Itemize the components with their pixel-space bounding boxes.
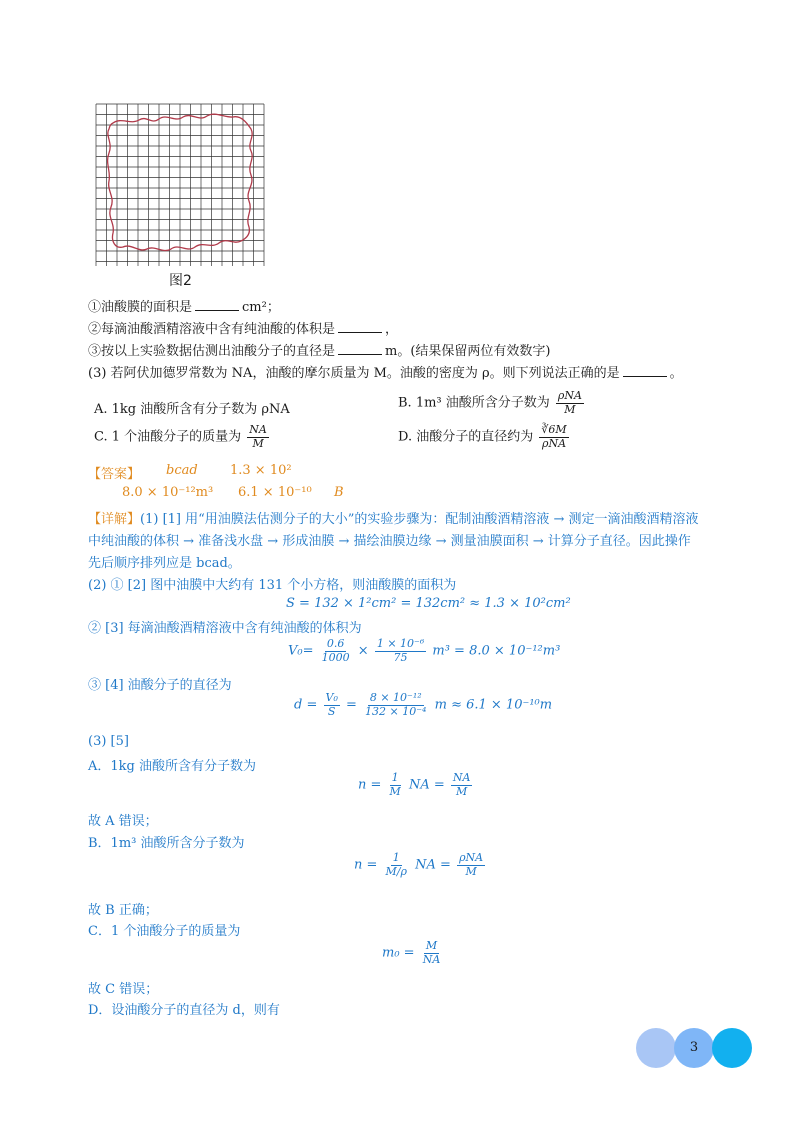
option-c: C. 1 个油酸分子的质量为 $\frac{NA}{M}$ (94, 423, 267, 450)
question-3-stem: (3) 若阿伏加德罗常数为 NA，油酸的摩尔质量为 M。油酸的密度为 ρ。则下列说法正确的是 。 (88, 366, 683, 381)
detail-p1-line3: 先后顺序排列应是 bcad。 (88, 556, 241, 571)
frac-1-M: $\frac{1}{M}$ (389, 771, 401, 798)
detail-p4-line: ③ [4] 油酸分子的直径为 (88, 678, 232, 693)
question-2-3: ③按以上实验数据估测出油酸分子的直径是 m。(结果保留两位有效数字) (88, 344, 551, 359)
frac-rhoNA-M: $\frac{\text{ρNA}}{M}$ (459, 851, 484, 878)
frac-8e-12-132e-4: $\frac{\text{8 × 10⁻¹²}}{\text{132 × 10⁻⁴}}$ (365, 691, 427, 718)
figure-caption: 图2 (169, 273, 192, 289)
detail-p2-line: (2) ① [2] 图中油膜中大约有 131 个小方格，则油酸膜的面积为 (88, 578, 457, 593)
frac-1e-6-75: $\frac{\text{1 × 10⁻⁶}}{75}$ (376, 637, 425, 664)
detail-p1-line1: 【详解】(1) [1] 用“用油膜法估测分子的大小”的实验步骤为：配制油酸酒精溶液 → 测定一滴油酸酒精溶液 (88, 512, 699, 527)
answer-5: B (334, 485, 344, 500)
page-number: 3 (689, 1040, 699, 1055)
option-b: B. 1m³ 油酸所含分子数为 $\frac{\text{ρNA}}{M}$ (398, 389, 582, 416)
answer-label: 【答案】 (88, 467, 141, 482)
frac-NA-M: $\frac{NA}{M}$ (452, 771, 471, 798)
answer-blank (338, 322, 382, 333)
option-a: A. 1kg 油酸所含有分子数为 ρNA (94, 402, 290, 417)
badge-left-dot (636, 1028, 676, 1068)
detail-p2-equation: S = 132 × 1²cm² = 132cm² ≈ 1.3 × 10²cm² (286, 596, 571, 611)
detail-pD-line: D．设油酸分子的直径为 d，则有 (88, 1003, 280, 1018)
detail-p5-line: (3) [5] (88, 734, 129, 749)
detail-pA-conclusion: 故 A 错误； (88, 814, 158, 829)
badge-right-dot (712, 1028, 752, 1068)
detail-pB-conclusion: 故 B 正确； (88, 903, 158, 918)
answer-blank (338, 344, 382, 355)
detail-pC-line: C．1 个油酸分子的质量为 (88, 924, 241, 939)
detail-pA-equation: n = $\frac{1}{M}$ NA = $\frac{NA}{M}$ (358, 771, 471, 798)
answer-blank (195, 300, 239, 311)
detail-pC-equation: m₀ = $\frac{M}{NA}$ (382, 939, 441, 966)
detail-p3-line: ② [3] 每滴油酸酒精溶液中含有纯油酸的体积为 (88, 621, 362, 636)
option-c-fraction: $\frac{NA}{M}$ (249, 423, 267, 450)
answer-2: 1.3 × 10² (230, 463, 292, 478)
frac-0.6-1000: $\frac{0.6}{1000}$ (321, 637, 350, 664)
detail-pC-conclusion: 故 C 错误； (88, 982, 159, 997)
question-2-2: ②每滴油酸酒精溶液中含有纯油酸的体积是 ， (88, 322, 399, 337)
option-b-fraction: $\frac{\text{ρNA}}{M}$ (557, 389, 582, 416)
answer-1: bcad (166, 463, 198, 478)
answer-3: 8.0 × 10⁻¹²m³ (122, 485, 214, 500)
detail-p4-equation: d = $\frac{\text{V₀}}{S}$ = $\frac{\text{8 × 10⁻¹²}}{\text{132 × 10⁻⁴}}$ m ≈ 6.1 × 10⁻¹⁰m (294, 691, 553, 718)
frac-M-NA: $\frac{M}{NA}$ (422, 939, 441, 966)
frac-v0-s: $\frac{\text{V₀}}{S}$ (325, 691, 338, 718)
detail-p1-line2: 中纯油酸的体积 → 准备浅水盘 → 形成油膜 → 描绘油膜边缘 → 测量油膜面积 → 计算分子直径。因此操作 (88, 534, 691, 549)
frac-1-M-over-rho: $\frac{1}{M/\rho}$ (385, 851, 407, 878)
detail-p3-equation: V₀= $\frac{0.6}{1000}$ × $\frac{\text{1 × 10⁻⁶}}{75}$ m³ = 8.0 × 10⁻¹²m³ (288, 637, 561, 664)
question-2-1: ①油酸膜的面积是 cm²； (88, 300, 280, 315)
detail-label: 【详解】 (88, 512, 141, 527)
page-number-badge (636, 1028, 752, 1068)
option-d-fraction: $\frac{∛6M}{\text{ρNA}}$ (541, 423, 567, 450)
option-d: D. 油酸分子的直径约为 $\frac{∛6M}{\text{ρNA}}$ (398, 423, 567, 450)
detail-pB-line: B．1m³ 油酸所含分子数为 (88, 836, 245, 851)
answer-blank (623, 366, 667, 377)
answer-4: 6.1 × 10⁻¹⁰ (238, 485, 312, 500)
detail-pA-line: A．1kg 油酸所含有分子数为 (88, 759, 256, 774)
detail-pB-equation: n = $\frac{1}{M/\rho}$ NA = $\frac{\text{ρNA}}{M}$ (354, 851, 484, 878)
oil-film-grid-figure (95, 103, 267, 267)
